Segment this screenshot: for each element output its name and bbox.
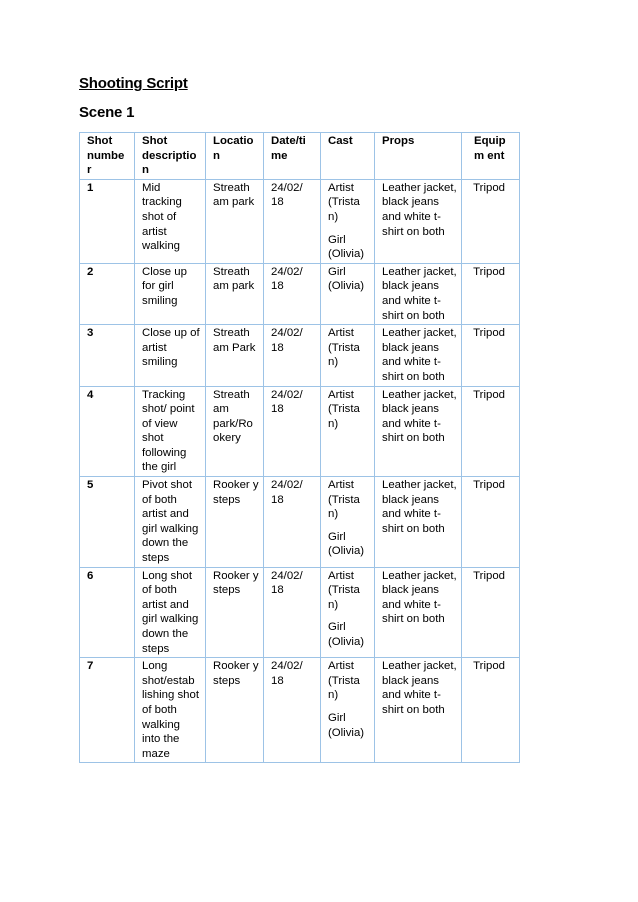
date-cell: 24/02/ 18	[264, 477, 321, 568]
cast-cell	[321, 386, 375, 477]
location-cell: Streath am Park	[206, 325, 264, 386]
shot-description-cell: Close up for girl smiling	[135, 263, 206, 324]
header-props: Props	[375, 133, 462, 180]
header-date-time: Date/ti me	[264, 133, 321, 180]
table-row	[80, 477, 520, 568]
date-cell: 24/02/ 18	[264, 567, 321, 658]
shot-number-cell: 2	[80, 263, 135, 324]
cast-cell	[321, 477, 375, 568]
equipment-cell: Tripod	[462, 658, 520, 763]
shot-number-cell: 3	[80, 325, 135, 386]
cast-cell	[321, 658, 375, 763]
cast-member: Artist (Trista n)	[328, 569, 360, 611]
equipment-cell: Tripod	[462, 477, 520, 568]
date-cell: 24/02/ 18	[264, 658, 321, 763]
props-cell: Leather jacket, black jeans and white t-shirt on both	[375, 567, 462, 658]
cast-member: Girl (Olivia)	[328, 530, 365, 558]
shot-number-cell: 1	[80, 179, 135, 263]
table-row	[80, 567, 520, 658]
cast-member: Girl (Olivia)	[328, 265, 365, 293]
date-cell: 24/02/ 18	[264, 325, 321, 386]
props-cell: Leather jacket, black jeans and white t-shirt on both	[375, 386, 462, 477]
cast-member: Artist (Trista n)	[328, 327, 360, 369]
cast-cell	[321, 179, 375, 263]
location-cell: Rooker y steps	[206, 658, 264, 763]
header-shot-description: Shot descriptio n	[135, 133, 206, 180]
cast-member: Girl (Olivia)	[328, 711, 365, 739]
date-cell: 24/02/ 18	[264, 179, 321, 263]
table-row	[80, 179, 520, 263]
shooting-script-table	[79, 132, 520, 763]
location-cell: Rooker y steps	[206, 477, 264, 568]
cast-member: Artist (Trista n)	[328, 660, 360, 702]
table-row	[80, 263, 520, 324]
shot-number-cell: 5	[80, 477, 135, 568]
equipment-cell: Tripod	[462, 386, 520, 477]
props-cell: Leather jacket, black jeans and white t-shirt on both	[375, 658, 462, 763]
cast-cell	[321, 567, 375, 658]
date-cell: 24/02/ 18	[264, 263, 321, 324]
equipment-cell: Tripod	[462, 263, 520, 324]
header-shot-number: Shot numbe r	[80, 133, 135, 180]
shot-description-cell: Pivot shot of both artist and girl walking down the steps	[135, 477, 206, 568]
props-cell: Leather jacket, black jeans and white t-shirt on both	[375, 477, 462, 568]
header-location: Locatio n	[206, 133, 264, 180]
cast-member: Artist (Trista n)	[328, 388, 360, 430]
table-header-row	[80, 133, 520, 180]
shot-description-cell: Close up of artist smiling	[135, 325, 206, 386]
shot-description-cell: Tracking shot/ point of view shot following the girl	[135, 386, 206, 477]
date-cell: 24/02/ 18	[264, 386, 321, 477]
table-row	[80, 658, 520, 763]
cast-member: Artist (Trista n)	[328, 181, 360, 223]
props-cell: Leather jacket, black jeans and white t-shirt on both	[375, 325, 462, 386]
equipment-cell: Tripod	[462, 325, 520, 386]
header-equipment: Equipm ent	[462, 133, 520, 180]
location-cell: Streath am park	[206, 179, 264, 263]
shot-number-cell: 6	[80, 567, 135, 658]
shot-description-cell: Mid tracking shot of artist walking	[135, 179, 206, 263]
shot-number-cell: 4	[80, 386, 135, 477]
location-cell: Streath am park	[206, 263, 264, 324]
equipment-cell: Tripod	[462, 179, 520, 263]
cast-cell	[321, 263, 375, 324]
location-cell: Rooker y steps	[206, 567, 264, 658]
equipment-cell: Tripod	[462, 567, 520, 658]
cast-member: Girl (Olivia)	[328, 233, 365, 261]
shot-description-cell: Long shot of both artist and girl walking down the steps	[135, 567, 206, 658]
document-title: Shooting Script	[79, 75, 188, 92]
location-cell: Streath am park/Ro okery	[206, 386, 264, 477]
cast-member: Girl (Olivia)	[328, 621, 365, 648]
cast-member: Artist (Trista n)	[328, 479, 360, 521]
cast-cell	[321, 325, 375, 386]
table-row	[80, 325, 520, 386]
header-cast: Cast	[321, 133, 375, 180]
shot-description-cell: Long shot/estab lishing shot of both walking into the maze	[135, 658, 206, 763]
table-row	[80, 386, 520, 477]
props-cell: Leather jacket, black jeans and white t-shirt on both	[375, 179, 462, 263]
shot-number-cell: 7	[80, 658, 135, 763]
scene-heading: Scene 1	[79, 104, 135, 121]
props-cell: Leather jacket, black jeans and white t-shirt on both	[375, 263, 462, 324]
